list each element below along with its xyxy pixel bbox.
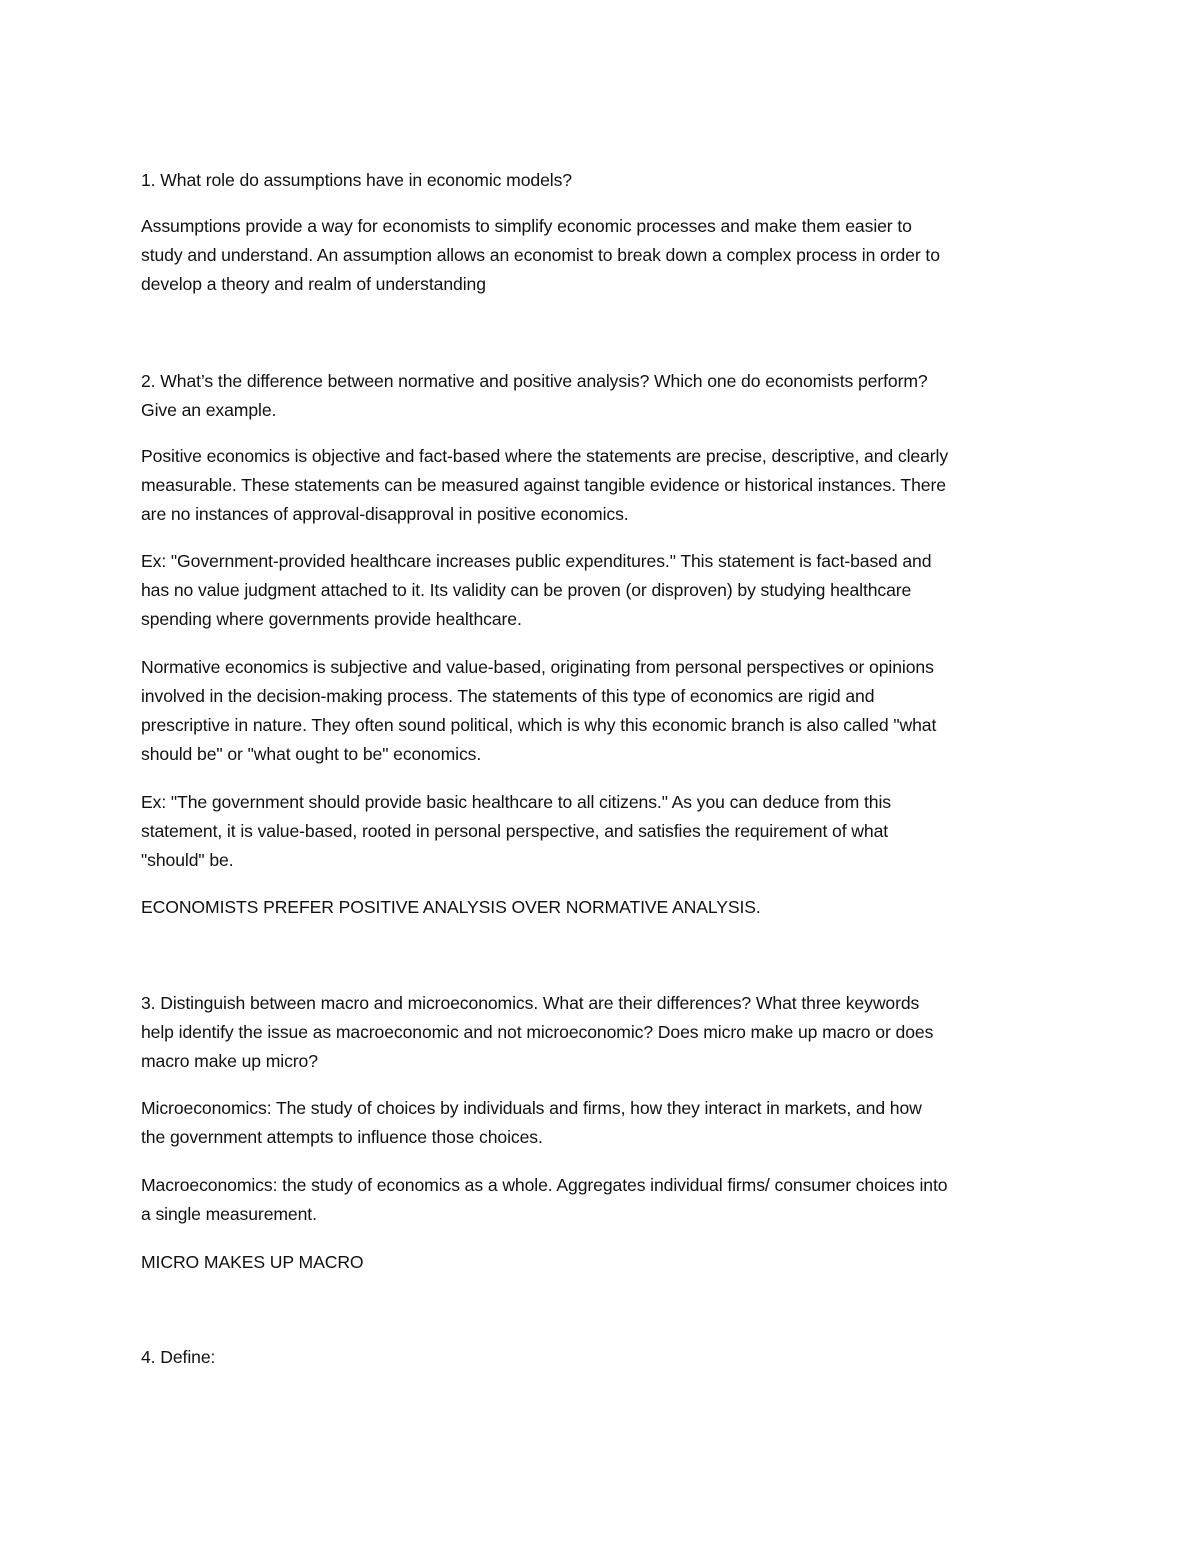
answer-3-conclusion: [141, 1248, 1071, 1277]
text-line: are no instances of approval-disapproval in positive economics.: [141, 504, 629, 524]
answer-3-micro: [141, 1094, 1071, 1152]
text-line: 3. Distinguish between macro and microeconomics. What are their differences? What three keywords: [141, 993, 920, 1013]
question-3: [141, 989, 1071, 1076]
answer-2-positive-example: [141, 547, 1071, 634]
text-line: Macroeconomics: the study of economics as a whole. Aggregates individual firms/ consumer choices into: [141, 1175, 948, 1195]
text-line: the government attempts to influence those choices.: [141, 1127, 543, 1147]
answer-2-normative-example: [141, 788, 1071, 875]
text-line: Assumptions provide a way for economists to simplify economic processes and make them easier to: [141, 216, 912, 236]
text-line: should be" or "what ought to be" economics.: [141, 744, 482, 764]
question-1: [141, 166, 1071, 195]
text-line: 1. What role do assumptions have in economic models?: [141, 170, 572, 190]
text-line: Give an example.: [141, 400, 277, 420]
text-line: Positive economics is objective and fact-based where the statements are precise, descriptive, and clearly: [141, 446, 949, 466]
text-line: Microeconomics: The study of choices by individuals and firms, how they interact in markets, and how: [141, 1098, 922, 1118]
text-line: Ex: "The government should provide basic healthcare to all citizens." As you can deduce from this: [141, 792, 891, 812]
text-line: Ex: "Government-provided healthcare increases public expenditures." This statement is fact-based and: [141, 551, 932, 571]
text-line: ECONOMISTS PREFER POSITIVE ANALYSIS OVER NORMATIVE ANALYSIS.: [141, 897, 761, 917]
text-line: develop a theory and realm of understanding: [141, 274, 486, 294]
text-line: Normative economics is subjective and value-based, originating from personal perspectives or opinions: [141, 657, 934, 677]
text-line: measurable. These statements can be measured against tangible evidence or historical instances. There: [141, 475, 946, 495]
answer-3-macro: [141, 1171, 1071, 1229]
text-line: a single measurement.: [141, 1204, 317, 1224]
text-line: has no value judgment attached to it. Its validity can be proven (or disproven) by studying healthcare: [141, 580, 912, 600]
text-line: 2. What’s the difference between normative and positive analysis? Which one do economists perform?: [141, 371, 928, 391]
answer-2-conclusion: [141, 893, 1071, 922]
text-line: involved in the decision-making process. The statements of this type of economics are rigid and: [141, 686, 875, 706]
text-line: spending where governments provide healthcare.: [141, 609, 522, 629]
text-line: macro make up micro?: [141, 1051, 318, 1071]
text-line: 4. Define:: [141, 1347, 216, 1367]
question-2: [141, 367, 1071, 425]
answer-2-normative: [141, 653, 1071, 769]
text-line: "should" be.: [141, 850, 234, 870]
text-line: statement, it is value-based, rooted in personal perspective, and satisfies the requirement of what: [141, 821, 889, 841]
answer-1: [141, 212, 1071, 299]
text-line: help identify the issue as macroeconomic and not microeconomic? Does micro make up macro or does: [141, 1022, 934, 1042]
answer-2-positive: [141, 442, 1071, 529]
text-line: study and understand. An assumption allows an economist to break down a complex process in order to: [141, 245, 940, 265]
text-line: MICRO MAKES UP MACRO: [141, 1252, 364, 1272]
text-line: prescriptive in nature. They often sound political, which is why this economic branch is also called "what: [141, 715, 937, 735]
question-4: [141, 1343, 1071, 1372]
